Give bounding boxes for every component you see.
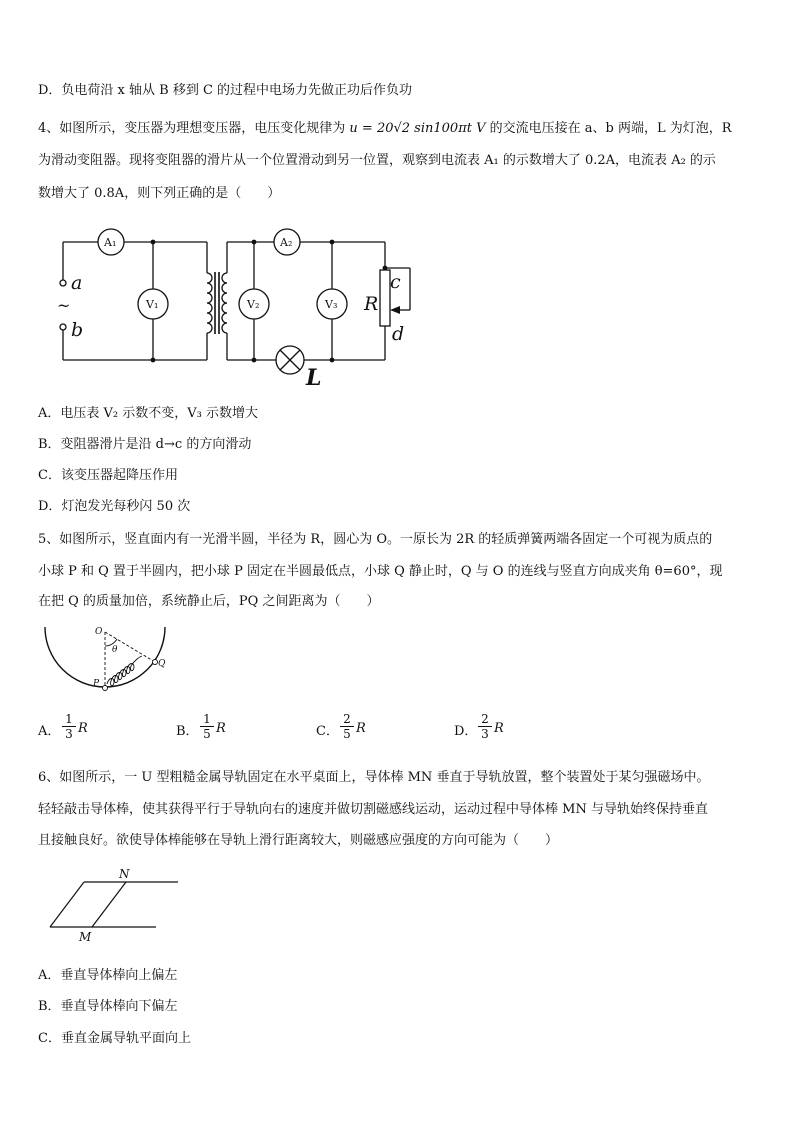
q6-stem-line-3: 且接触良好。欲使导体棒能够在导轨上滑行距离较大，则磁感应强度的方向可能为（ ） (38, 833, 559, 848)
q6-option-b: B．垂直导体棒向下偏左 (38, 999, 178, 1014)
label-V2: V₂ (247, 298, 260, 311)
rheostat-R (380, 270, 390, 326)
q5-stem-line-3: 在把 Q 的质量加倍，系统静止后，PQ 之间距离为（ ） (38, 594, 380, 609)
q4-circuit-figure (40, 228, 420, 390)
q4-option-b: B．变阻器滑片是沿 d→c 的方向滑动 (38, 437, 252, 452)
q4-option-c: C．该变压器起降压作用 (38, 468, 178, 483)
q5-option-b-den: 5 (203, 727, 211, 741)
q5-option-b-fraction (200, 712, 214, 741)
label-A2: A₂ (280, 236, 293, 249)
q5-option-c-fraction (340, 712, 354, 741)
q5-option-d-num: 2 (478, 712, 492, 727)
q5-option-a-den: 3 (65, 727, 73, 741)
q6-option-a: A．垂直导体棒向上偏左 (38, 968, 178, 983)
label-V3: V₃ (325, 298, 338, 311)
q5-stem-line-2: 小球 P 和 Q 置于半圆内，把小球 P 固定在半圆最低点，小球 Q 静止时，Q 与 O 的连线与竖直方向成夹角 θ=60°，现 (38, 564, 723, 579)
q4-stem-post: 的交流电压接在 a、b 两端，L 为灯泡，R (489, 121, 732, 136)
label-b: b (71, 319, 84, 341)
prev-option-d: D．负电荷沿 x 轴从 B 移到 C 的过程中电场力先做正功后作负功 (38, 83, 413, 98)
q4-stem-line-1 (38, 120, 732, 138)
q5-option-c-var: R (356, 721, 366, 736)
label-d: d (392, 323, 405, 345)
q5-option-d-den: 3 (481, 727, 489, 741)
q4-stem-pre: 4、如图所示，变压器为理想变压器，电压变化规律为 (38, 121, 346, 136)
q5-option-a-num: 1 (62, 712, 76, 727)
q5-stem-line-1: 5、如图所示，竖直面内有一光滑半圆，半径为 R，圆心为 O。一原长为 2R 的轻质弹簧两端各固定一个可视为质点的 (38, 532, 713, 547)
q5-option-b-label: B． (176, 724, 199, 739)
label-a: a (71, 272, 83, 294)
q4-stem-line-3: 数增大了 0.8A，则下列正确的是（ ） (38, 186, 281, 201)
label-tilde: ~ (57, 296, 71, 315)
q4-stem-line-2: 为滑动变阻器。现将变阻器的滑片从一个位置滑动到另一位置，观察到电流表 A₁ 的示数增大了 0.2A，电流表 A₂ 的示 (38, 153, 716, 168)
q5-option-d-var: R (494, 721, 504, 736)
label-A1: A₁ (104, 236, 117, 249)
label-P: P (93, 679, 100, 689)
q5-option-b-var: R (216, 721, 226, 736)
q5-option-a-label: A． (38, 724, 61, 739)
q4-option-a: A．电压表 V₂ 示数不变，V₃ 示数增大 (38, 406, 258, 421)
q5-option-a-var: R (78, 721, 88, 736)
q5-option-c-label: C． (316, 724, 339, 739)
label-N: N (119, 867, 130, 881)
q5-option-b-num: 1 (200, 712, 214, 727)
q6-option-c: C．垂直金属导轨平面向上 (38, 1031, 191, 1046)
q6-stem-line-1: 6、如图所示，一 U 型粗糙金属导轨固定在水平桌面上，导体棒 MN 垂直于导轨放置，整个装置处于某匀强磁场中。 (38, 770, 710, 785)
q5-option-d-fraction (478, 712, 492, 741)
label-R: R (364, 293, 379, 315)
q6-stem-line-2: 轻轻敲击导体棒，使其获得平行于导轨向右的速度并做切割磁感线运动，运动过程中导体棒 MN 与导轨始终保持垂直 (38, 802, 708, 817)
label-O: O (95, 627, 103, 637)
label-theta: θ (112, 645, 118, 655)
q5-option-c-den: 5 (343, 727, 351, 741)
q5-option-a-fraction (62, 712, 76, 741)
q5-option-c-num: 2 (340, 712, 354, 727)
label-L: L (306, 365, 322, 390)
q4-option-d: D．灯泡发光每秒闪 50 次 (38, 499, 191, 514)
label-Q: Q (158, 659, 166, 669)
label-M: M (79, 930, 92, 944)
q5-semicircle-figure (40, 622, 170, 694)
q6-rail-figure (44, 866, 194, 946)
label-V1: V₁ (146, 298, 159, 311)
q5-option-d-label: D． (454, 724, 478, 739)
q4-formula: u = 20√2 sin100πt V (349, 121, 486, 136)
conductor-rod-MN (92, 882, 126, 927)
label-c: c (390, 271, 401, 293)
